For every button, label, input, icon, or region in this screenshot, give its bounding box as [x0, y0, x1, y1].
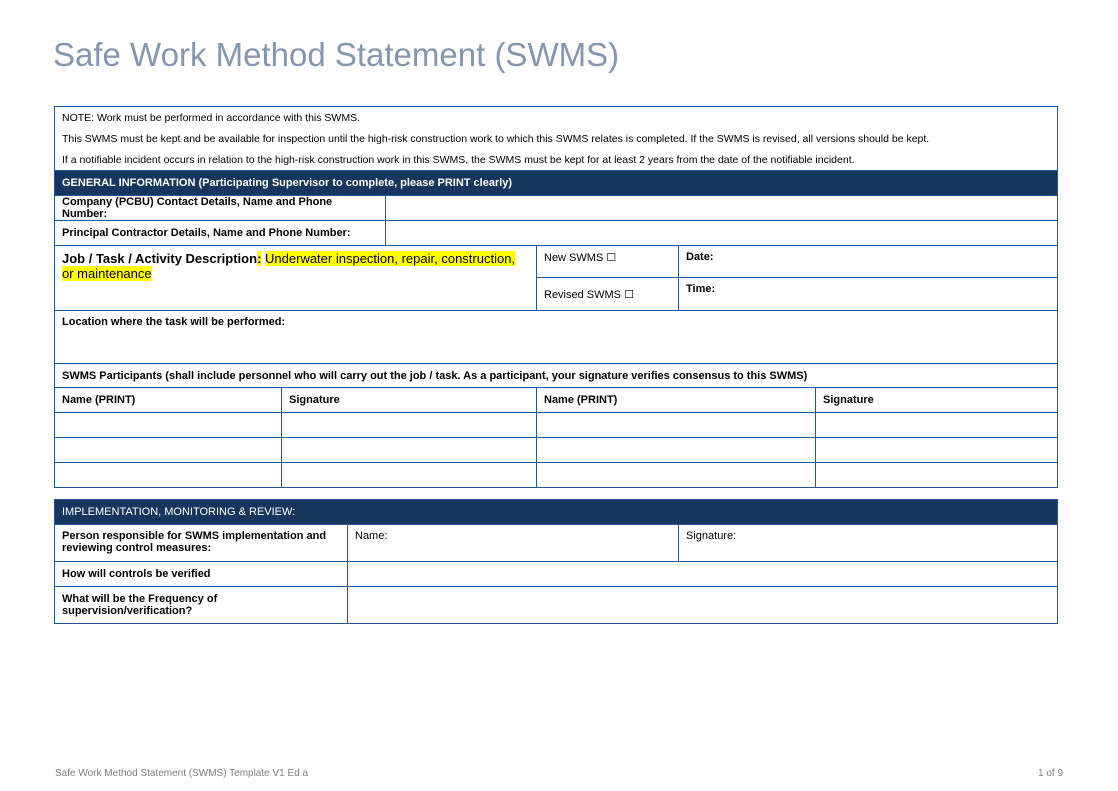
verify-row [55, 562, 1058, 587]
participant-signature-field[interactable] [282, 438, 537, 463]
frequency-row [55, 587, 1058, 624]
implementation-header-row [55, 500, 1058, 525]
frequency-field[interactable] [348, 587, 1058, 624]
column-header: Signature [282, 388, 537, 413]
participant-name-field[interactable] [537, 463, 816, 488]
participant-signature-field[interactable] [816, 438, 1058, 463]
general-header-row [55, 171, 1058, 196]
principal-contractor-label: Principal Contractor Details, Name and Phone Number: [55, 221, 386, 246]
principal-row [55, 221, 1058, 246]
participants-header-row [55, 388, 1058, 413]
footer-page-number: 1 of 9 [1038, 768, 1064, 779]
table-row [55, 438, 1058, 463]
responsible-name-field[interactable]: Name: [348, 525, 679, 562]
revised-swms-checkbox[interactable]: Revised SWMS ☐ [537, 278, 679, 311]
company-field[interactable] [386, 196, 1058, 221]
page-title: Safe Work Method Statement (SWMS) [53, 36, 620, 73]
participant-name-field[interactable] [55, 463, 282, 488]
time-field[interactable]: Time: [679, 278, 1058, 311]
job-description-label: Job / Task / Activity Description [62, 251, 258, 266]
participant-signature-field[interactable] [282, 413, 537, 438]
responsible-signature-field[interactable]: Signature: [679, 525, 1058, 562]
table-row [55, 463, 1058, 488]
job-description-colon: : [257, 251, 262, 266]
job-row [55, 246, 1058, 278]
participant-name-field[interactable] [55, 413, 282, 438]
participants-label: SWMS Participants (shall include personnel who will carry out the job / task. As a participant, your signature verifies consensus to this SWMS) [55, 364, 1058, 388]
location-row [55, 311, 1058, 364]
implementation-table [54, 499, 1058, 624]
table-row [55, 413, 1058, 438]
date-field[interactable]: Date: [679, 246, 1058, 278]
participant-signature-field[interactable] [816, 413, 1058, 438]
note-row [55, 107, 1058, 129]
column-header: Name (PRINT) [55, 388, 282, 413]
footer-document-name: Safe Work Method Statement (SWMS) Template V1 Ed a [55, 768, 309, 779]
participant-name-field[interactable] [55, 438, 282, 463]
company-row [55, 196, 1058, 221]
verify-field[interactable] [348, 562, 1058, 587]
participants-row [55, 364, 1058, 388]
note-row [55, 149, 1058, 171]
job-description-cell[interactable] [55, 246, 537, 311]
participant-signature-field[interactable] [282, 463, 537, 488]
responsible-row [55, 525, 1058, 562]
principal-contractor-field[interactable] [386, 221, 1058, 246]
job-description-value: Underwater inspection, repair, construction, or maintenance [62, 251, 516, 281]
participant-name-field[interactable] [537, 438, 816, 463]
location-field[interactable]: Location where the task will be performed: [55, 311, 1058, 364]
general-info-header: GENERAL INFORMATION (Participating Supervisor to complete, please PRINT clearly) [55, 171, 1058, 196]
frequency-label: What will be the Frequency of supervision/verification? [55, 587, 348, 624]
participant-signature-field[interactable] [816, 463, 1058, 488]
column-header: Name (PRINT) [537, 388, 816, 413]
participant-name-field[interactable] [537, 413, 816, 438]
verify-label: How will controls be verified [55, 562, 348, 587]
note-text: This SWMS must be kept and be available for inspection until the high-risk construction work to which this SWMS relates is completed. If the SWMS is revised, all versions should be kept. [55, 128, 1058, 149]
implementation-header: IMPLEMENTATION, MONITORING & REVIEW: [55, 500, 1058, 525]
responsible-label: Person responsible for SWMS implementation and reviewing control measures: [55, 525, 348, 562]
note-row [55, 128, 1058, 149]
note-text: If a notifiable incident occurs in relation to the high-risk construction work in this SWMS, the SWMS must be kept for at least 2 years from the date of the notifiable incident. [55, 149, 1058, 171]
note-text: NOTE: Work must be performed in accordance with this SWMS. [55, 107, 1058, 129]
general-info-table [54, 106, 1058, 488]
new-swms-checkbox[interactable]: New SWMS ☐ [537, 246, 679, 278]
column-header: Signature [816, 388, 1058, 413]
company-label: Company (PCBU) Contact Details, Name and Phone Number: [55, 196, 386, 221]
